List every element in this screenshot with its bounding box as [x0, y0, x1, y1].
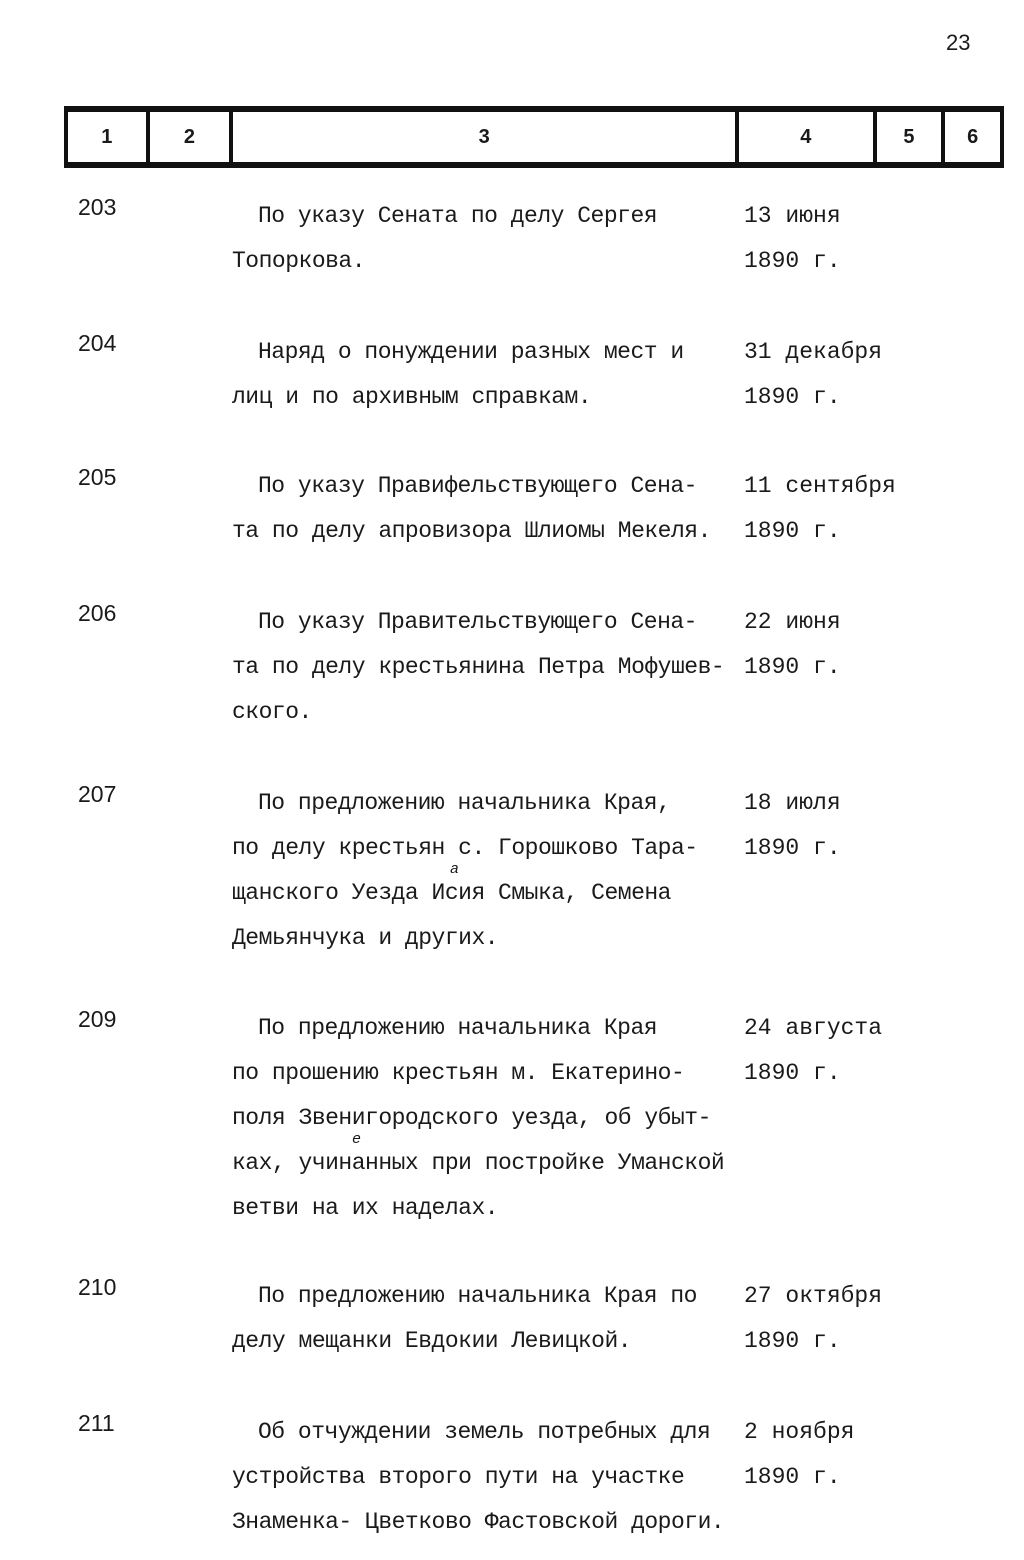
- description-line: По предложению начальника Края,: [258, 790, 671, 816]
- entry-description: [232, 1274, 732, 1364]
- entry-date: [744, 1410, 854, 1500]
- description-line: По указу Сената по делу Сергея: [258, 203, 658, 229]
- description-line: Наряд о понуждении разных мест и: [258, 339, 684, 365]
- description-line: Демьянчука и других.: [232, 925, 499, 951]
- description-line: по прошению крестьян м. Екатерино-: [232, 1060, 685, 1086]
- entry-date: [744, 330, 882, 420]
- entry-description: [232, 464, 732, 554]
- entry-number: 211: [78, 1410, 115, 1436]
- handwritten-correction: а: [450, 861, 460, 878]
- description-line: По предложению начальника Края: [258, 1015, 658, 1041]
- entry-number: 203: [78, 194, 117, 220]
- description-line: Знаменка- Цветково Фастовской дороги.: [232, 1509, 725, 1535]
- entry-description: [232, 1006, 732, 1231]
- date-line: 2 ноября: [744, 1419, 855, 1445]
- entry-date: [744, 194, 841, 284]
- entry-number: 205: [78, 464, 117, 490]
- column-header-4: 4: [735, 112, 872, 162]
- date-line: 31 декабря: [744, 339, 883, 365]
- entry-date: [744, 464, 896, 554]
- description-line: По указу Правительствующего Сена-: [258, 609, 697, 635]
- description-line: Топоркова.: [232, 248, 366, 274]
- page-number: 23: [946, 30, 971, 55]
- entry-description: [232, 1410, 732, 1545]
- description-line: та по делу крестьянина Петра Мофушев-: [232, 654, 725, 680]
- entry-description: [232, 194, 732, 284]
- entry-number: 207: [78, 781, 117, 807]
- description-line: ках, учинанных при постройке Уманской: [232, 1150, 725, 1176]
- description-line: ветви на их наделах.: [232, 1195, 499, 1221]
- entry-description: [232, 600, 732, 735]
- handwritten-correction: е: [352, 1131, 362, 1148]
- date-line: 1890 г.: [744, 654, 841, 680]
- entry-date: [744, 781, 841, 871]
- description-line: ского.: [232, 699, 312, 725]
- date-line: 27 октября: [744, 1283, 883, 1309]
- date-line: 1890 г.: [744, 384, 841, 410]
- column-header-table: [64, 106, 1004, 168]
- description-line: устройства второго пути на участке: [232, 1464, 685, 1490]
- date-line: 1890 г.: [744, 1464, 841, 1490]
- date-line: 1890 г.: [744, 518, 841, 544]
- description-line: Об отчуждении земель потребных для: [258, 1419, 711, 1445]
- entry-date: [744, 600, 841, 690]
- entry-number: 209: [78, 1006, 117, 1032]
- entry-date: [744, 1274, 882, 1364]
- entry-description: [232, 781, 732, 961]
- entry-number: 204: [78, 330, 117, 356]
- date-line: 24 августа: [744, 1015, 883, 1041]
- description-line: лиц и по архивным справкам.: [232, 384, 592, 410]
- description-line: поля Звенигородского уезда, об убыт-: [232, 1105, 711, 1131]
- column-header-2: 2: [146, 112, 230, 162]
- date-line: 1890 г.: [744, 248, 841, 274]
- description-line: По предложению начальника Края по: [258, 1283, 697, 1309]
- description-line: щанского Уезда Исия Смыка, Семена: [232, 880, 671, 906]
- date-line: 1890 г.: [744, 835, 841, 861]
- entry-number: 210: [78, 1274, 117, 1300]
- description-line: по делу крестьян с. Горошково Тара-: [232, 835, 698, 861]
- column-header-5: 5: [873, 112, 942, 162]
- entry-date: [744, 1006, 882, 1096]
- description-line: По указу Правифельствующего Сена-: [258, 473, 697, 499]
- date-line: 13 июня: [744, 203, 841, 229]
- date-line: 18 июля: [744, 790, 841, 816]
- date-line: 11 сентября: [744, 473, 896, 499]
- entry-description: [232, 330, 732, 420]
- description-line: та по делу апровизора Шлиомы Мекеля.: [232, 518, 711, 544]
- date-line: 22 июня: [744, 609, 841, 635]
- description-line: делу мещанки Евдокии Левицкой.: [232, 1328, 632, 1354]
- date-line: 1890 г.: [744, 1328, 841, 1354]
- column-header-3: 3: [229, 112, 735, 162]
- column-header-6: 6: [941, 112, 1004, 162]
- column-header-1: 1: [64, 112, 146, 162]
- entry-number: 206: [78, 600, 117, 626]
- date-line: 1890 г.: [744, 1060, 841, 1086]
